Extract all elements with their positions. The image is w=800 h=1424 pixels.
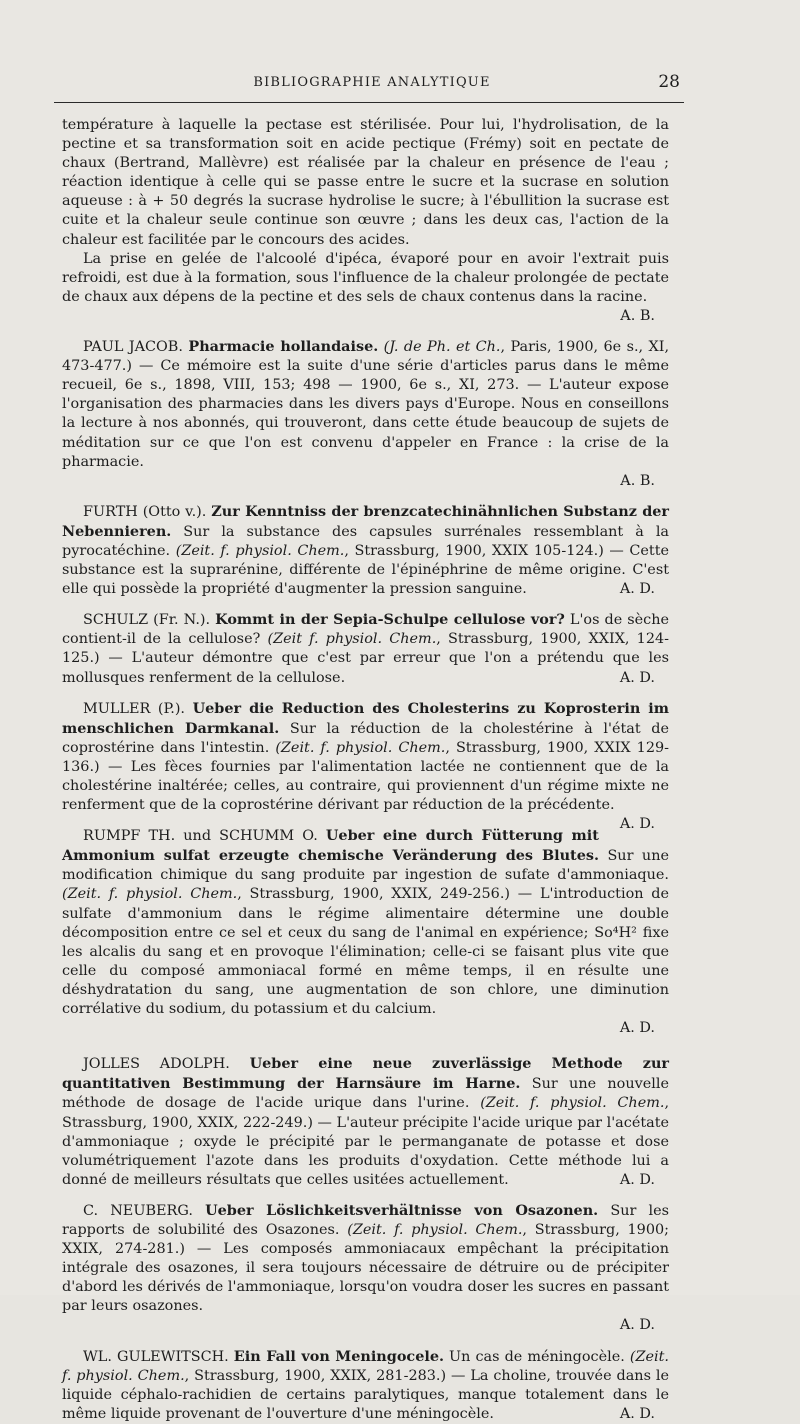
entry-journal: (Zeit. f. physiol. Chem. [175, 542, 345, 559]
signature: A. D. [619, 1405, 655, 1422]
entry-journal: (J. de Ph. et Ch. [383, 339, 501, 356]
entry-title: Zur Kenntniss der brenzcatechinähnlichen Substanz der Nebennieren. [62, 502, 669, 540]
entry-abstract: , Strassburg, 1900, XXIX 129-136.) — Les fèces fournies par l'alimentation lactée ne contiennent que de la cholestérine inaltérée; celles, au contraire, qui proviennent d'un régime mixte ne renferment que de la coprostérine dérivant par réduction de la précédente. [62, 739, 669, 814]
bibliography-entry [62, 337, 669, 491]
running-title: BIBLIOGRAPHIE ANALYTIQUE [253, 75, 491, 90]
entry-abstract: , Strassburg, 1900, XXIX, 281-283.) — La choline, trouvée dans le liquide céphalo-rachidien de certains paralytiques, manque totalement dans le même liquide provenant de l'ouverture d'une méningocèle. [62, 1367, 669, 1422]
entry-title: Ein Fall von Meningocele. [233, 1347, 444, 1365]
bibliography-entry [62, 502, 669, 599]
entry-author: SCHULZ (Fr. N.). [83, 612, 211, 629]
entry-title: Pharmacie hollandaise. [188, 338, 379, 356]
intro-paragraph-2: La prise en gelée de l'alcoolé d'ipéca, évaporé pour en avoir l'extrait puis refroidi, est due à la formation, sous l'influence de la chaleur prolongée de pectate de chaux aux dépens de la pectine et des sels de chaux contenus dans la racine. [62, 250, 669, 305]
bibliography-entry [62, 1347, 669, 1424]
signature: A. D. [619, 1317, 655, 1334]
entry-text [62, 337, 669, 472]
entry-author: RUMPF TH. und SCHUMM O. [83, 828, 318, 845]
signature: A. D. [619, 581, 655, 598]
signature: A. B. [620, 472, 655, 489]
entry-abstract: , Strassburg, 1900, XXIX 105-124.) — Cette substance est la suprarénine, différente de l'épinéphrine de même origine. C'est elle qui possède la propriété d'augmenter la pression sanguine. [62, 542, 669, 598]
entry-journal: (Zeit. f. physiol. Chem. [62, 1348, 669, 1384]
entry-translation: Sur une modification chimique du sang produite par ingestion de sufate d'ammoniaque. [62, 848, 669, 884]
entry-translation: Sur la réduction de la cholestérine à l'état de coprostérine dans l'intestin. [62, 720, 670, 756]
header-rule [54, 102, 684, 103]
entry-abstract: , Strassburg, 1900, XXIX, 222-249.) — L'auteur précipite l'acide urique par l'acétate d'ammoniaque ; oxyde le précipité par le permanganate de potasse et dose volumétriquement l'azote dans les produits d'oxydation. Cette méthode lui a donné de meilleurs résultats que celles usitées actuellement. [62, 1095, 670, 1188]
entry-journal: (Zeit. f. physiol. Chem. [347, 1221, 523, 1238]
bibliography-entry [62, 826, 669, 1038]
entry-translation: L'os de sèche contient-il de la cellulose? [62, 612, 670, 648]
entry-title: Ueber Löslichkeitsverhältnisse von Osazonen. [205, 1201, 599, 1219]
entry-title: Ueber eine durch Fütterung mit Ammonium sulfat erzeugte chemische Veränderung des Blutes. [62, 827, 599, 865]
entry-text [62, 826, 669, 1019]
signature: A. B. [620, 307, 655, 324]
entry-journal: (Zeit. f. physiol. Chem. [62, 886, 238, 903]
bibliography-entry [62, 699, 670, 833]
entry-title: Kommt in der Sepia-Schulpe cellulose vor? [215, 611, 565, 629]
entry-translation: Sur une nouvelle méthode de dosage de l'acide urique dans l'urine. [62, 1076, 669, 1112]
entry-text [62, 1347, 669, 1424]
entry-author: PAUL JACOB. [83, 339, 183, 356]
entry-translation: Un cas de méningocèle. [443, 1348, 625, 1365]
bibliography-entry [62, 1054, 669, 1190]
entry-journal: (Zeit. f. physiol. Chem. [275, 739, 446, 756]
entry-text [62, 1054, 669, 1190]
signature: A. D. [619, 1171, 655, 1188]
entry-author: FURTH (Otto v.). [83, 503, 207, 520]
signature: A. D. [619, 816, 655, 833]
entry-journal: (Zeit f. physiol. Chem. [267, 631, 437, 648]
entry-translation: Sur la substance des capsules surrénales ressemblant à la pyrocatéchine. [62, 523, 669, 559]
page-number: 28 [658, 72, 680, 92]
entry-abstract: , Strassburg, 1900, XXIX, 124-125.) — L'auteur démontre que c'est par erreur que l'on a prétendu que les mollusques renferment de la cellulose. [62, 631, 669, 686]
entry-text [62, 1201, 669, 1317]
page-header [62, 72, 682, 94]
entry-author: WL. GULEWITSCH. [83, 1348, 229, 1365]
signature: A. D. [619, 1020, 655, 1037]
entry-abstract: , Paris, 1900, 6e s., XI, 473-477.) — Ce mémoire est la suite d'une série d'articles parus dans le même recueil, 6e s., 1898, VIII, 153; 498 — 1900, 6e s., XI, 273. — L'auteur expose l'organisation des pharmacies dans les divers pays d'Europe. Nous en conseillons la lecture à nos abonnés, qui trouveront, dans cette étude beaucoup de sujets de méditation sur ce que l'on est convenu d'appeler en France : la crise de la pharmacie. [62, 339, 670, 470]
entry-title: Ueber die Reduction des Cholesterins zu Koprosterin im menschlichen Darmkanal. [62, 699, 669, 737]
entry-abstract: , Strassburg, 1900, XXIX, 249-256.) — L'introduction de sulfate d'ammonium dans le régime alimentaire détermine une double décomposition entre ce sel et ceux du sang de l'animal en expérience; So⁴H² fixe les alcalis du sang et en provoque l'élimination; celle-ci se faisant plus vite que celle du composé ammoniacal formé en même temps, il en résulte une déshydratation du sang, une augmentation de son chlore, une diminution corrélative du sodium, du potassium et du calcium. [62, 886, 669, 1018]
entry-text [62, 699, 670, 833]
entry-abstract: , Strassburg, 1900; XXIX, 274-281.) — Les composés ammoniacaux empêchant la précipitation intégrale des osazones, il sera toujours nécessaire de détruire ou de précipiter d'abord les dérivés de l'ammoniaque, lorsqu'on voudra doser les sucres en passant par leurs osazones. [62, 1221, 669, 1315]
intro-paragraph-1: température à laquelle la pectase est stérilisée. Pour lui, l'hydrolisation, de la pectine et sa transformation soit en acide pectique (Frémy) soit en pectate de chaux (Bertrand, Mallèvre) est réalisée par la chaleur en présence de l'eau ; réaction identique à celle qui se passe entre le sucre et la sucrase en solution aqueuse : à + 50 degrés la sucrase hydrolise le sucre; à l'ébullition la sucrase est cuite et la chaleur seule continue son œuvre ; dans les deux cas, l'action de la chaleur est facilitée par le concours des acides. [62, 117, 669, 248]
entry-title: Ueber eine neue zuverlässige Methode zur quantitativen Bestimmung der Harnsäure im Harne. [62, 1055, 669, 1093]
article-body [62, 116, 669, 1424]
bibliography-entry [62, 610, 669, 687]
entry-journal: (Zeit. f. physiol. Chem. [480, 1095, 665, 1112]
bibliography-entry [62, 1201, 669, 1336]
entry-author: C. NEUBERG. [83, 1202, 193, 1219]
entry-text [62, 502, 669, 599]
entry-text [62, 610, 669, 687]
entry-author: JOLLES ADOLPH. [83, 1056, 230, 1073]
entry-translation: Sur les rapports de solubilité des Osazones. [62, 1202, 670, 1238]
signature: A. D. [619, 669, 655, 686]
entry-author: MULLER (P.). [83, 700, 186, 717]
